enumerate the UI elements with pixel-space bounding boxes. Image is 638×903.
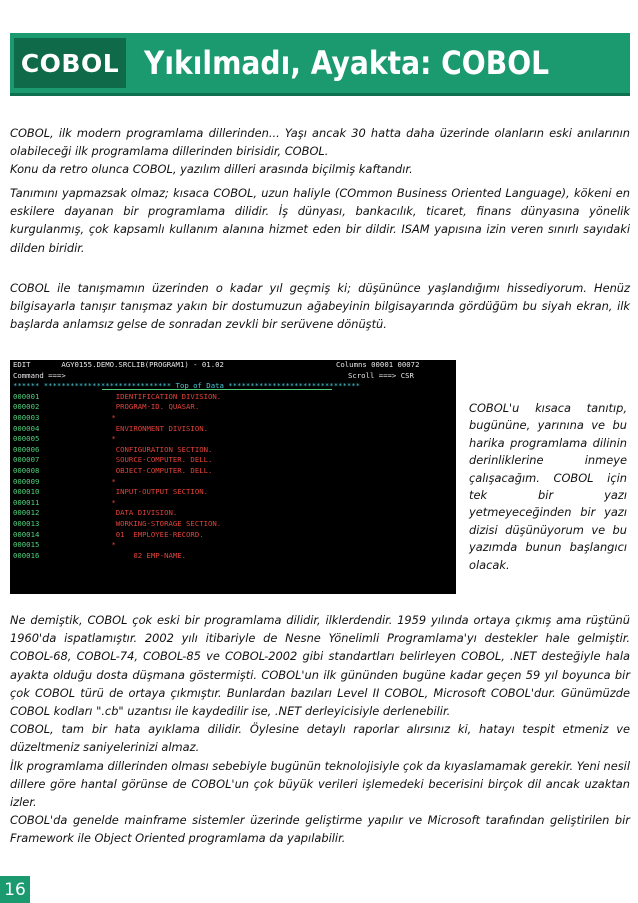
page-header: [10, 33, 630, 96]
terminal-code-line: [10, 477, 456, 488]
terminal-line-code: OBJECT-COMPUTER. DELL.: [85, 465, 213, 475]
terminal-line-code: SOURCE-COMPUTER. DELL.: [85, 455, 213, 465]
paragraph-definition: Tanımını yapmazsak olmaz; kısaca COBOL, uzun haliyle (COmmon Business Oriented Language), kökeni en eskilere dayanan bir programlama dilidir. İş dünyası, bankacılık, ticaret, finans dünyasına yönelik kurgulanmış, çok kapsamlı kullanım alanına hizmet eden bir dildir. ISAM yapısına izin veren sınırlı sayıdaki dilden biridir.: [10, 186, 630, 255]
paragraph-memory: COBOL ile tanışmamın üzerinden o kadar yıl geçmiş ki; düşününce yaşlandığımı hissediyorum. Henüz bilgisayarla tanışır tanışmaz yakın bir dostumuzun ağabeyinin bilgisayarında gördüğüm bu siyah ekran, ilk başlarda anlamsız gelse de sonradan zevkli bir serüvene dönüştü.: [10, 281, 630, 332]
terminal-code-line: [10, 551, 456, 562]
terminal-line-number: 000013: [13, 518, 40, 528]
terminal-line-number: 000003: [13, 412, 40, 422]
page-title: Yıkılmadı, Ayakta: COBOL: [144, 44, 550, 82]
terminal-code-line: [10, 466, 456, 477]
terminal-code-line: [10, 530, 456, 541]
terminal-code-line: [10, 434, 456, 445]
terminal-line-number: 000005: [13, 434, 40, 444]
terminal-code-line: [10, 508, 456, 519]
terminal-code-line: [10, 445, 456, 456]
terminal-line-number: 000008: [13, 465, 40, 475]
paragraph-history: Ne demiştik, COBOL çok eski bir programlama dilidir, ilklerdendir. 1959 yılında ortaya çıkmış ama rüştünü 1960'da ispatlamıştır. 2002 yılı itibariyle de Nesne Yönelimli Programlama'yı destekler hale gelmiştir. COBOL-68, COBOL-74, COBOL-85 ve COBOL-2002 gibi standartları belirleyen COBOL, .NET desteğiyle hala ayakta olduğu dosta düşmana göstermişti. COBOL'un ilk gününden bugüne kadar geçen 59 yıl boyunca bir çok COBOL türü de ortaya çıkmıştır. Bunlardan bazıları Level II COBOL, Microsoft COBOL'dur. Günümüzde COBOL kodları ".cb" uzantısı ile kaydedilir ise, .NET derleyicisiyle derlenebilir. COBOL, tam bir hata ayıklama dilidir. Öylesine detaylı raporlar alırsınız ki, hatayı tespit etmeniz ve düzeltmeniz saniyelerinizi almaz. İlk programlama dillerinden olması sebebiyle bugünün teknolojisiyle çok da kıyaslamamak gerekir. Yeni nesil dillere göre hantal görünse de COBOL'un çok büyük verileri işlemedeki becerisini birçok dil ancak uzaktan izler. COBOL'da genelde mainframe sistemler üzerinde geliştirme yapılır ve Microsoft tarafından geliştirilen bir Framework ile Object Oriented programlama da yapılabilir.: [10, 613, 630, 846]
terminal-code-line: [10, 424, 456, 435]
terminal-line-code: PROGRAM-ID. QUASAR.: [85, 402, 200, 412]
terminal-line-code: *: [85, 497, 116, 507]
terminal-line-code: *: [85, 476, 116, 486]
terminal-status-left: EDIT AGY0155.DEMO.SRCLIB(PROGRAM1) - 01.02: [13, 360, 224, 369]
terminal-line-code: INPUT-OUTPUT SECTION.: [85, 487, 209, 497]
terminal-line-number: 000010: [13, 487, 40, 497]
terminal-line-code: 02 EMP-NAME.: [85, 550, 187, 560]
terminal-code-line: [10, 498, 456, 509]
terminal-code-line: [10, 519, 456, 530]
cobol-terminal-screenshot: [10, 360, 456, 594]
terminal-top-of-data: ****** ***************************** Top of Data ******************************: [13, 381, 361, 391]
terminal-code-line: [10, 413, 456, 424]
terminal-code-line: [10, 487, 456, 498]
terminal-status-right: Columns 00001 00072: [336, 360, 420, 369]
terminal-line-number: 000002: [13, 402, 40, 412]
terminal-code-lines: [10, 392, 456, 562]
terminal-code-line: [10, 392, 456, 403]
terminal-code-line: [10, 455, 456, 466]
terminal-line-code: IDENTIFICATION DIVISION.: [85, 391, 222, 401]
terminal-line-code: *: [85, 540, 116, 550]
terminal-command-line: [10, 371, 456, 382]
terminal-code-line: [10, 402, 456, 413]
terminal-line-number: 000011: [13, 497, 40, 507]
terminal-line-number: 000004: [13, 423, 40, 433]
page-number: 16: [0, 876, 30, 903]
cobol-logo: COBOL: [14, 38, 126, 88]
terminal-scroll-label: Scroll ===> CSR: [348, 370, 414, 380]
terminal-line-code: WORKING-STORAGE SECTION.: [85, 518, 222, 528]
terminal-line-code: DATA DIVISION.: [85, 508, 178, 518]
terminal-line-number: 000014: [13, 529, 40, 539]
terminal-line-number: 000007: [13, 455, 40, 465]
terminal-line-number: 000009: [13, 476, 40, 486]
terminal-line-code: *: [85, 434, 116, 444]
terminal-line-number: 000016: [13, 550, 40, 560]
terminal-line-code: 01 EMPLOYEE-RECORD.: [85, 529, 204, 539]
terminal-code-line: [10, 540, 456, 551]
paragraph-intro: COBOL, ilk modern programlama dillerinden... Yaşı ancak 30 hatta daha üzerinde olanların eski anılarının olabileceği ilk programlama dillerinden birisidir, COBOL. Konu da retro olunca COBOL, yazılım dilleri arasında biçilmiş kaftandır.: [10, 126, 630, 177]
terminal-command-label: Command ===>: [13, 370, 66, 380]
terminal-line-number: 000015: [13, 540, 40, 550]
terminal-status-line: [10, 360, 456, 371]
terminal-line-number: 000001: [13, 391, 40, 401]
terminal-line-number: 000012: [13, 508, 40, 518]
terminal-line-code: CONFIGURATION SECTION.: [85, 444, 213, 454]
terminal-line-code: ENVIRONMENT DIVISION.: [85, 423, 209, 433]
terminal-line-code: *: [85, 412, 116, 422]
side-note: COBOL'u kısaca tanıtıp, bugününe, yarınına ve bu harika programlama dilinin derinliklerine inmeye çalışacağım. COBOL için tek bir yazı yetmeyeceğinden bir yazı dizisi düşünüyorum ve bu yazımda bunun başlangıcı olacak.: [469, 401, 627, 572]
terminal-line-number: 000006: [13, 444, 40, 454]
